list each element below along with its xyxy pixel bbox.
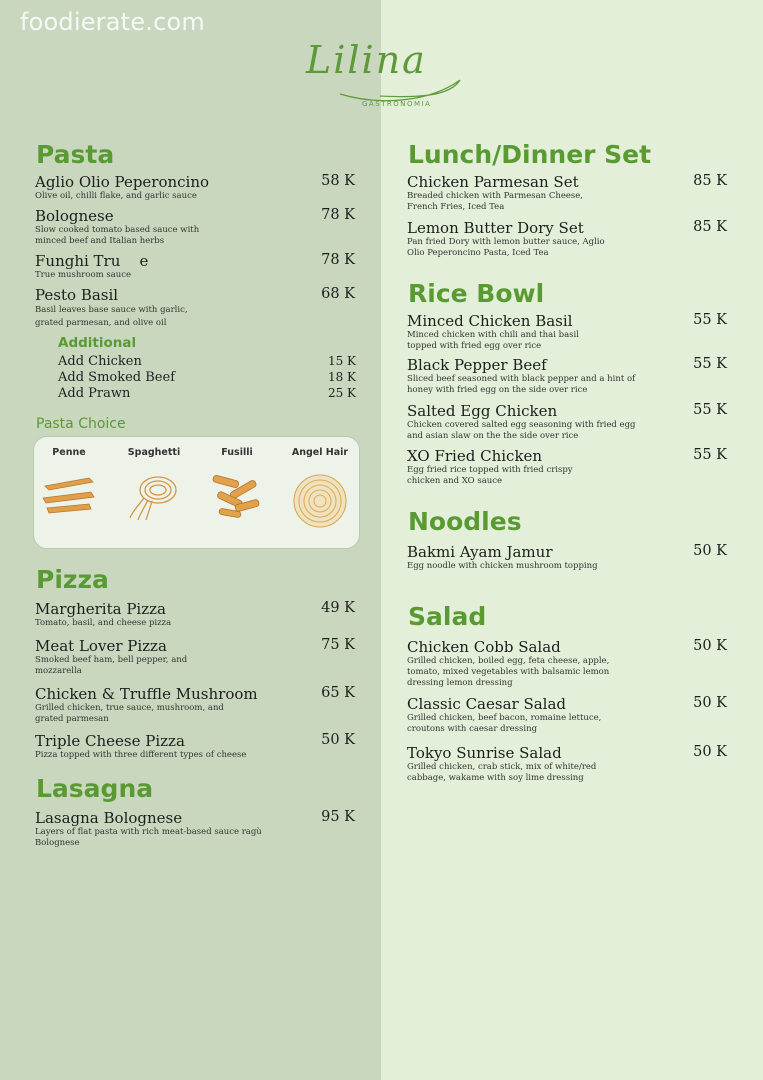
item-desc: Grilled chicken, beef bacon, romaine lettuce, croutons with caesar dressing bbox=[407, 713, 602, 734]
item-price: 50 K bbox=[693, 543, 727, 559]
angel-hair-icon bbox=[288, 472, 352, 530]
item-desc: Minced chicken with chili and thai basil topped with fried egg over rice bbox=[407, 330, 579, 351]
item-desc: Grilled chicken, boiled egg, feta cheese, apple, tomato, mixed vegetables with balsamic lemon dressing lemon dressing bbox=[407, 656, 610, 688]
menu-item bbox=[407, 543, 727, 572]
noodles-heading: Noodles bbox=[408, 507, 522, 536]
pasta-choice-fusilli bbox=[197, 447, 277, 522]
item-name: Minced Chicken Basil bbox=[407, 312, 573, 330]
item-name: Chicken Parmesan Set bbox=[407, 173, 579, 191]
logo-script: Lilina bbox=[306, 38, 427, 82]
menu-item bbox=[407, 402, 727, 442]
salad-heading: Salad bbox=[408, 602, 487, 631]
item-desc: Tomato, basil, and cheese pizza bbox=[35, 618, 172, 628]
item-price: 55 K bbox=[693, 356, 727, 372]
pasta-choice-penne bbox=[29, 447, 109, 518]
rice-bowl-heading: Rice Bowl bbox=[408, 279, 545, 308]
item-name: XO Fried Chicken bbox=[407, 447, 543, 465]
item-desc: Egg fried rice topped with fried crispy chicken and XO sauce bbox=[407, 465, 573, 486]
item-price: 58 K bbox=[321, 173, 355, 189]
pasta-choice-heading: Pasta Choice bbox=[36, 416, 126, 432]
menu-item bbox=[35, 809, 355, 849]
menu-item bbox=[35, 286, 355, 330]
item-desc: Sliced beef seasoned with black pepper and a hint of honey with fried egg on the side over rice bbox=[407, 374, 636, 395]
choice-label: Penne bbox=[52, 447, 86, 458]
menu-item bbox=[35, 685, 355, 725]
item-desc: True mushroom sauce bbox=[35, 270, 132, 280]
menu-item bbox=[35, 252, 355, 281]
pasta-heading: Pasta bbox=[36, 140, 115, 169]
item-desc: Slow cooked tomato based sauce with minced beef and Italian herbs bbox=[35, 225, 200, 246]
menu-item bbox=[35, 637, 355, 677]
item-price: 50 K bbox=[693, 744, 727, 760]
fusilli-icon bbox=[207, 472, 267, 522]
item-name: Pesto Basil bbox=[35, 286, 119, 304]
additional-heading: Additional bbox=[58, 335, 137, 351]
item-price: 50 K bbox=[321, 732, 355, 748]
item-price: 85 K bbox=[693, 219, 727, 235]
pasta-choice-spaghetti bbox=[114, 447, 194, 522]
additional-price: 18 K bbox=[327, 370, 356, 384]
item-desc: Chicken covered salted egg seasoning with fried egg and asian slaw on the the side over rice bbox=[407, 420, 636, 441]
item-name: Meat Lover Pizza bbox=[35, 637, 167, 655]
item-price: 68 K bbox=[321, 286, 355, 302]
menu-item bbox=[407, 638, 727, 689]
item-price: 95 K bbox=[321, 809, 355, 825]
item-price: 50 K bbox=[693, 695, 727, 711]
additional-item bbox=[58, 386, 356, 401]
item-desc: Pizza topped with three different types of cheese bbox=[35, 750, 247, 760]
item-name: Classic Caesar Salad bbox=[407, 695, 567, 713]
item-price: 55 K bbox=[693, 402, 727, 418]
choice-label: Fusilli bbox=[221, 447, 253, 458]
pizza-heading: Pizza bbox=[36, 565, 109, 594]
item-name: Triple Cheese Pizza bbox=[35, 732, 185, 750]
penne-icon bbox=[39, 472, 99, 518]
additional-name: Add Chicken bbox=[58, 354, 142, 369]
item-name: Bolognese bbox=[35, 207, 114, 225]
restaurant-logo bbox=[300, 36, 470, 116]
lasagna-heading: Lasagna bbox=[36, 774, 154, 803]
menu-item bbox=[407, 447, 727, 487]
menu-item bbox=[407, 356, 727, 396]
item-price: 78 K bbox=[321, 207, 355, 223]
item-desc: Egg noodle with chicken mushroom topping bbox=[407, 561, 598, 571]
additional-price: 15 K bbox=[327, 354, 356, 368]
item-name: Chicken Cobb Salad bbox=[407, 638, 561, 656]
menu-item bbox=[407, 173, 727, 213]
item-desc: Smoked beef ham, bell pepper, and mozzarella bbox=[35, 655, 188, 676]
additional-price: 25 K bbox=[327, 386, 356, 400]
additional-name: Add Smoked Beef bbox=[58, 370, 175, 385]
menu-item bbox=[35, 732, 355, 761]
spaghetti-icon bbox=[124, 472, 184, 522]
item-price: 50 K bbox=[693, 638, 727, 654]
item-name: Funghi Tru e bbox=[35, 252, 149, 270]
additional-item bbox=[58, 354, 356, 369]
choice-label: Spaghetti bbox=[127, 447, 181, 458]
menu-item bbox=[407, 219, 727, 259]
item-desc: Basil leaves base sauce with garlic, grated parmesan, and olive oil bbox=[35, 305, 188, 328]
item-price: 55 K bbox=[693, 447, 727, 463]
item-name: Salted Egg Chicken bbox=[407, 402, 558, 420]
item-name: Margherita Pizza bbox=[35, 600, 166, 618]
item-desc: Grilled chicken, true sauce, mushroom, and grated parmesan bbox=[35, 703, 224, 724]
menu-item bbox=[35, 600, 355, 629]
item-price: 65 K bbox=[321, 685, 355, 701]
menu-item bbox=[407, 312, 727, 352]
item-name: Lemon Butter Dory Set bbox=[407, 219, 584, 237]
item-name: Aglio Olio Peperoncino bbox=[35, 173, 210, 191]
item-price: 55 K bbox=[693, 312, 727, 328]
menu-item bbox=[407, 695, 727, 735]
item-name: Bakmi Ayam Jamur bbox=[407, 543, 553, 561]
set-heading: Lunch/Dinner Set bbox=[408, 140, 652, 169]
choice-label: Angel Hair bbox=[291, 447, 349, 458]
logo-tagline: GASTRONOMIA bbox=[362, 100, 432, 108]
item-desc: Grilled chicken, crab stick, mix of white/red cabbage, wakame with soy lime dressing bbox=[407, 762, 597, 783]
item-desc: Pan fried Dory with lemon butter sauce, Aglio Olio Peperoncino Pasta, Iced Tea bbox=[407, 237, 605, 258]
item-desc: Olive oil, chilli flake, and garlic sauce bbox=[35, 191, 197, 201]
item-name: Tokyo Sunrise Salad bbox=[407, 744, 562, 762]
item-name: Chicken & Truffle Mushroom bbox=[35, 685, 258, 703]
item-name: Black Pepper Beef bbox=[407, 356, 547, 374]
watermark: foodierate.com bbox=[20, 8, 205, 36]
additional-item bbox=[58, 370, 356, 385]
item-price: 49 K bbox=[321, 600, 355, 616]
item-desc: Breaded chicken with Parmesan Cheese, French Fries, Iced Tea bbox=[407, 191, 583, 212]
menu-item bbox=[35, 173, 355, 202]
item-price: 75 K bbox=[321, 637, 355, 653]
additional-name: Add Prawn bbox=[58, 386, 131, 401]
pasta-choice-panel bbox=[33, 436, 360, 549]
menu-item bbox=[407, 744, 727, 784]
item-price: 85 K bbox=[693, 173, 727, 189]
item-name: Lasagna Bolognese bbox=[35, 809, 183, 827]
menu-item bbox=[35, 207, 355, 247]
pasta-choice-angel-hair bbox=[280, 447, 360, 530]
item-price: 78 K bbox=[321, 252, 355, 268]
item-desc: Layers of flat pasta with rich meat-based sauce ragù Bolognese bbox=[35, 827, 262, 848]
